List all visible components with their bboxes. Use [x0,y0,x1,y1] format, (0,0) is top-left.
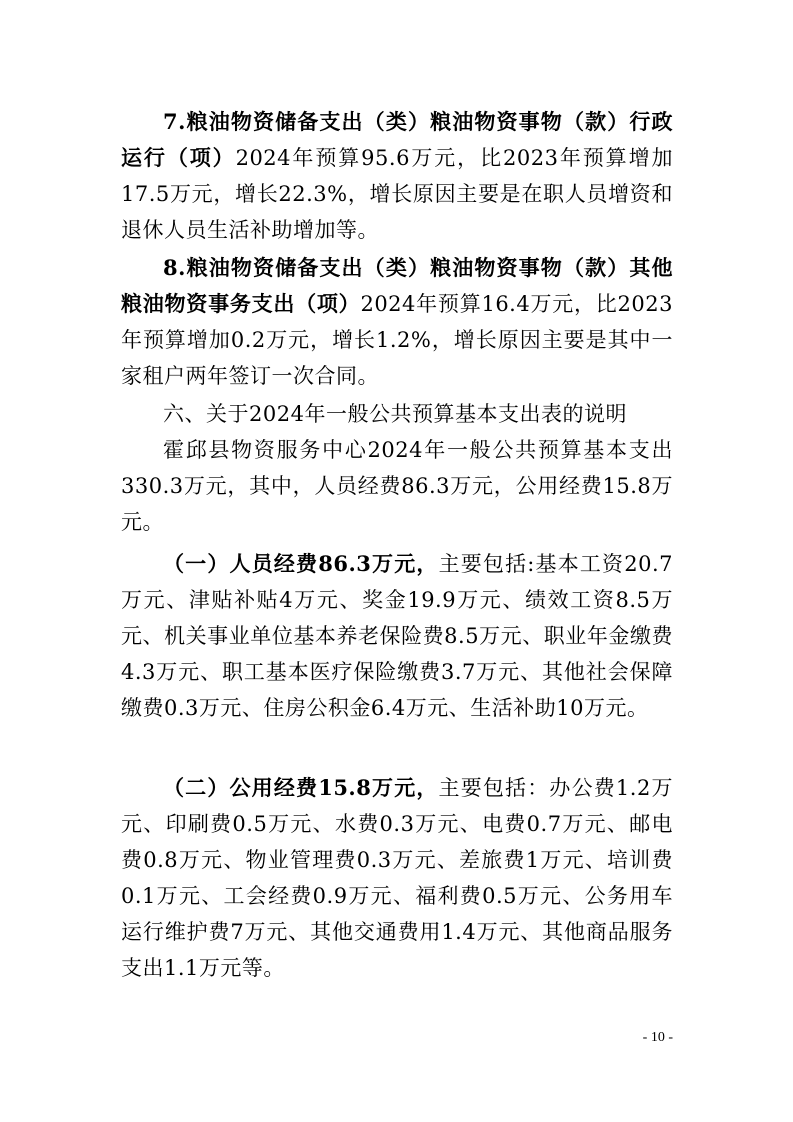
paragraph-summary [121,432,673,540]
paragraph-heading: （二）公用经费15.8万元， [163,775,439,800]
page-number: - 10 - [642,1030,673,1045]
paragraph-public-expenses [121,770,673,986]
paragraph-grain-admin [121,104,673,248]
paragraph-body: 霍邱县物资服务中心2024年一般公共预算基本支出330.3万元，其中，人员经费86.3万元，公用经费15.8万元。 [121,438,673,534]
paragraph-heading: 8.粮油物资储备支出（类）粮油物资事物（款）其他粮油物资事务支出（项） [121,255,673,316]
paragraph-grain-other [121,250,673,394]
section-heading-basic-expenditure [121,396,673,432]
paragraph-body: 主要包括：办公费1.2万元、印刷费0.5万元、水费0.3万元、电费0.7万元、邮电费0.8万元、物业管理费0.3万元、差旅费1万元、培训费0.1万元、工会经费0.9万元、福利费0.5万元、公务用车运行维护费7万元、其他交通费用1.4万元、其他商品服务支出1.1万元等。 [121,776,673,980]
paragraph-personnel-expenses [121,546,673,726]
section-heading-text: 六、关于2024年一般公共预算基本支出表的说明 [163,402,627,426]
paragraph-body: 2024年预算16.4万元，比2023年预算增加0.2万元，增长1.2%，增长原因主要是其中一家租户两年签订一次合同。 [121,292,674,388]
paragraph-body: 主要包括:基本工资20.7万元、津贴补贴4万元、奖金19.9万元、绩效工资8.5万元、机关事业单位基本养老保险费8.5万元、职业年金缴费4.3万元、职工基本医疗保险缴费3.7万元、其他社会保障缴费0.3万元、住房公积金6.4万元、生活补助10万元。 [121,552,673,720]
paragraph-body: 2024年预算95.6万元，比2023年预算增加17.5万元，增长22.3%，增长原因主要是在职人员增资和退休人员生活补助增加等。 [121,146,674,242]
paragraph-heading: （一）人员经费86.3万元， [163,551,439,576]
paragraph-heading: 7.粮油物资储备支出（类）粮油物资事物（款）行政运行（项） [121,109,673,170]
